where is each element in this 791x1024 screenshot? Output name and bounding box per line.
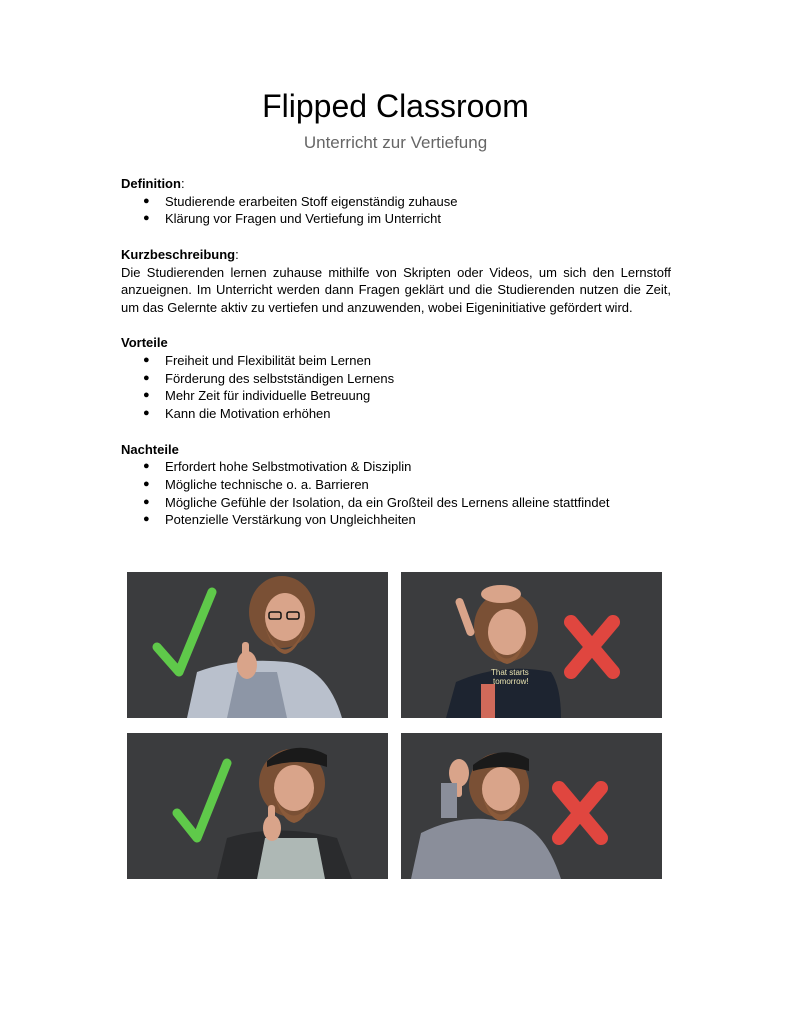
vorteile-heading: Vorteile [121, 335, 168, 351]
shirt-text-line-1: That starts [491, 668, 529, 677]
definition-heading [121, 175, 671, 193]
paragraph-line: anzueignen. Im Unterricht werden dann Fragen geklärt und die Studierenden nutzen die Zeit, [121, 282, 671, 298]
paragraph-line: um das Gelernte aktiv zu vertiefen und anzuwenden, wobei Eigeninitiative gefördert wird. [121, 299, 633, 315]
definition-heading-text: Definition [121, 176, 181, 191]
kurzbeschreibung-paragraph [121, 264, 671, 317]
list-item: ● Klärung vor Fragen und Vertiefung im Unterricht [121, 210, 671, 228]
definition-colon: : [180, 176, 185, 191]
paragraph-line: Die Studierenden lernen zuhause mithilfe von Skripten oder Videos, um sich den Lernstoff [121, 264, 671, 280]
kurzbeschreibung-colon: : [235, 246, 239, 262]
photo-thumbs-up-check-cap [127, 733, 388, 879]
list-item: ● Kann die Motivation erhöhen [121, 405, 671, 423]
nachteile-list [121, 458, 671, 529]
list-item: ● Förderung des selbstständigen Lernens [121, 370, 671, 388]
photo-thumbs-down-cross [401, 733, 662, 879]
page-subtitle: Unterricht zur Vertiefung [303, 133, 488, 152]
list-item: ● Studierende erarbeiten Stoff eigenständig zuhause [121, 193, 671, 211]
definition-list [121, 193, 671, 228]
page-title: Flipped Classroom [262, 88, 529, 124]
list-item: ● Erfordert hohe Selbstmotivation & Disziplin [121, 458, 671, 476]
photo-thumbs-up-check [127, 572, 388, 718]
vorteile-list [121, 352, 671, 423]
photo-confused-cross [401, 572, 662, 718]
nachteile-heading: Nachteile [121, 441, 179, 457]
list-item: ● Mögliche Gefühle der Isolation, da ein Großteil des Lernens alleine stattfindet [121, 494, 671, 512]
list-item: ● Freiheit und Flexibilität beim Lernen [121, 352, 671, 370]
list-item: ● Potenzielle Verstärkung von Ungleichheiten [121, 511, 671, 529]
kurzbeschreibung-heading-text: Kurzbeschreibung [121, 246, 236, 262]
list-item: ● Mögliche technische o. a. Barrieren [121, 476, 671, 494]
list-item: ● Mehr Zeit für individuelle Betreuung [121, 387, 671, 405]
document-body [121, 175, 671, 529]
shirt-text-line-2: tomorrow! [493, 677, 529, 686]
kurzbeschreibung-heading [121, 246, 671, 264]
